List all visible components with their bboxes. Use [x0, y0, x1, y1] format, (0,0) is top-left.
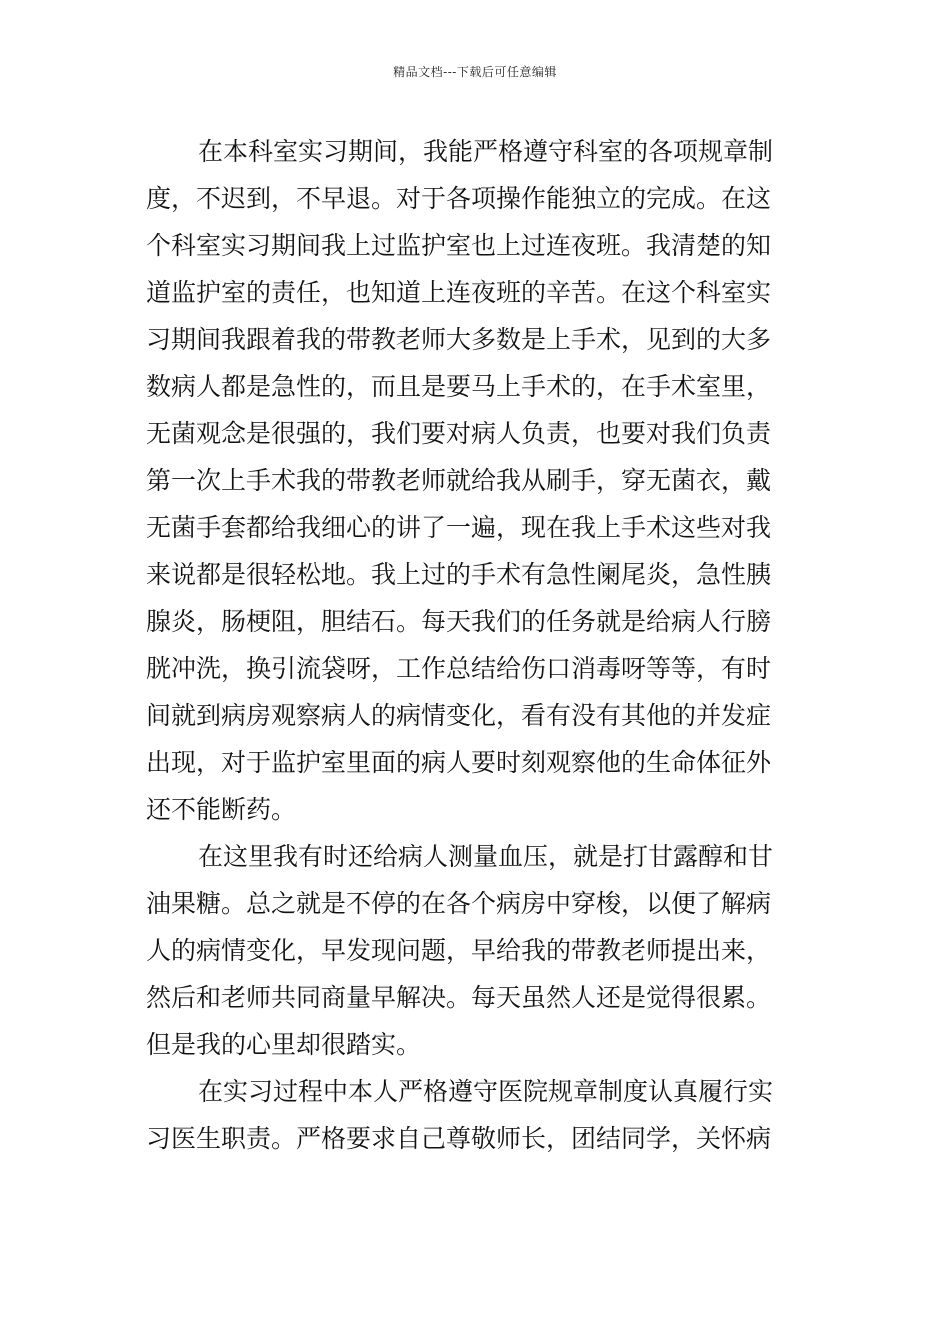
text-line: 但是我的心里却很踏实。: [146, 1030, 422, 1059]
text-line: 来说都是很轻松地。我上过的手术有急性阑尾炎，急性胰: [146, 560, 772, 589]
text-line: 无菌观念是很强的，我们要对病人负责，也要对我们负责: [146, 419, 772, 448]
text-line: 腺炎，肠梗阻，胆结石。每天我们的任务就是给病人行膀: [146, 607, 772, 636]
text-line: 胱冲洗，换引流袋呀，工作总结给伤口消毒呀等等，有时: [146, 654, 772, 683]
text-line: 人的病情变化，早发现问题，早给我的带教老师提出来，: [146, 936, 772, 965]
text-line: 在这里我有时还给病人测量血压，就是打甘露醇和甘: [198, 842, 774, 871]
text-line: 还不能断药。: [146, 795, 297, 824]
text-line: 在本科室实习期间，我能严格遵守科室的各项规章制: [198, 137, 774, 166]
text-line: 在实习过程中本人严格遵守医院规章制度认真履行实: [198, 1077, 774, 1106]
paragraph: [146, 833, 806, 1068]
text-line: 习医生职责。严格要求自己尊敬师长，团结同学，关怀病: [146, 1124, 772, 1153]
text-line: 油果糖。总之就是不停的在各个病房中穿梭，以便了解病: [146, 889, 772, 918]
text-line: 无菌手套都给我细心的讲了一遍，现在我上手术这些对我: [146, 513, 772, 542]
text-line: 道监护室的责任，也知道上连夜班的辛苦。在这个科室实: [146, 278, 772, 307]
text-line: 数病人都是急性的，而且是要马上手术的，在手术室里，: [146, 372, 772, 401]
document-body: [146, 128, 806, 1162]
text-line: 出现，对于监护室里面的病人要时刻观察他的生命体征外: [146, 748, 772, 777]
page-header: 精品文档---下载后可任意编辑: [393, 65, 557, 79]
text-line: 个科室实习期间我上过监护室也上过连夜班。我清楚的知: [146, 231, 772, 260]
text-line: 习期间我跟着我的带教老师大多数是上手术，见到的大多: [146, 325, 772, 354]
text-line: 间就到病房观察病人的病情变化，看有没有其他的并发症: [146, 701, 772, 730]
paragraph: [146, 1068, 806, 1162]
text-line: 然后和老师共同商量早解决。每天虽然人还是觉得很累。: [146, 983, 772, 1012]
text-line: 第一次上手术我的带教老师就给我从刷手，穿无菌衣，戴: [146, 466, 772, 495]
text-line: 度，不迟到，不早退。对于各项操作能独立的完成。在这: [146, 184, 772, 213]
paragraph: [146, 128, 806, 833]
